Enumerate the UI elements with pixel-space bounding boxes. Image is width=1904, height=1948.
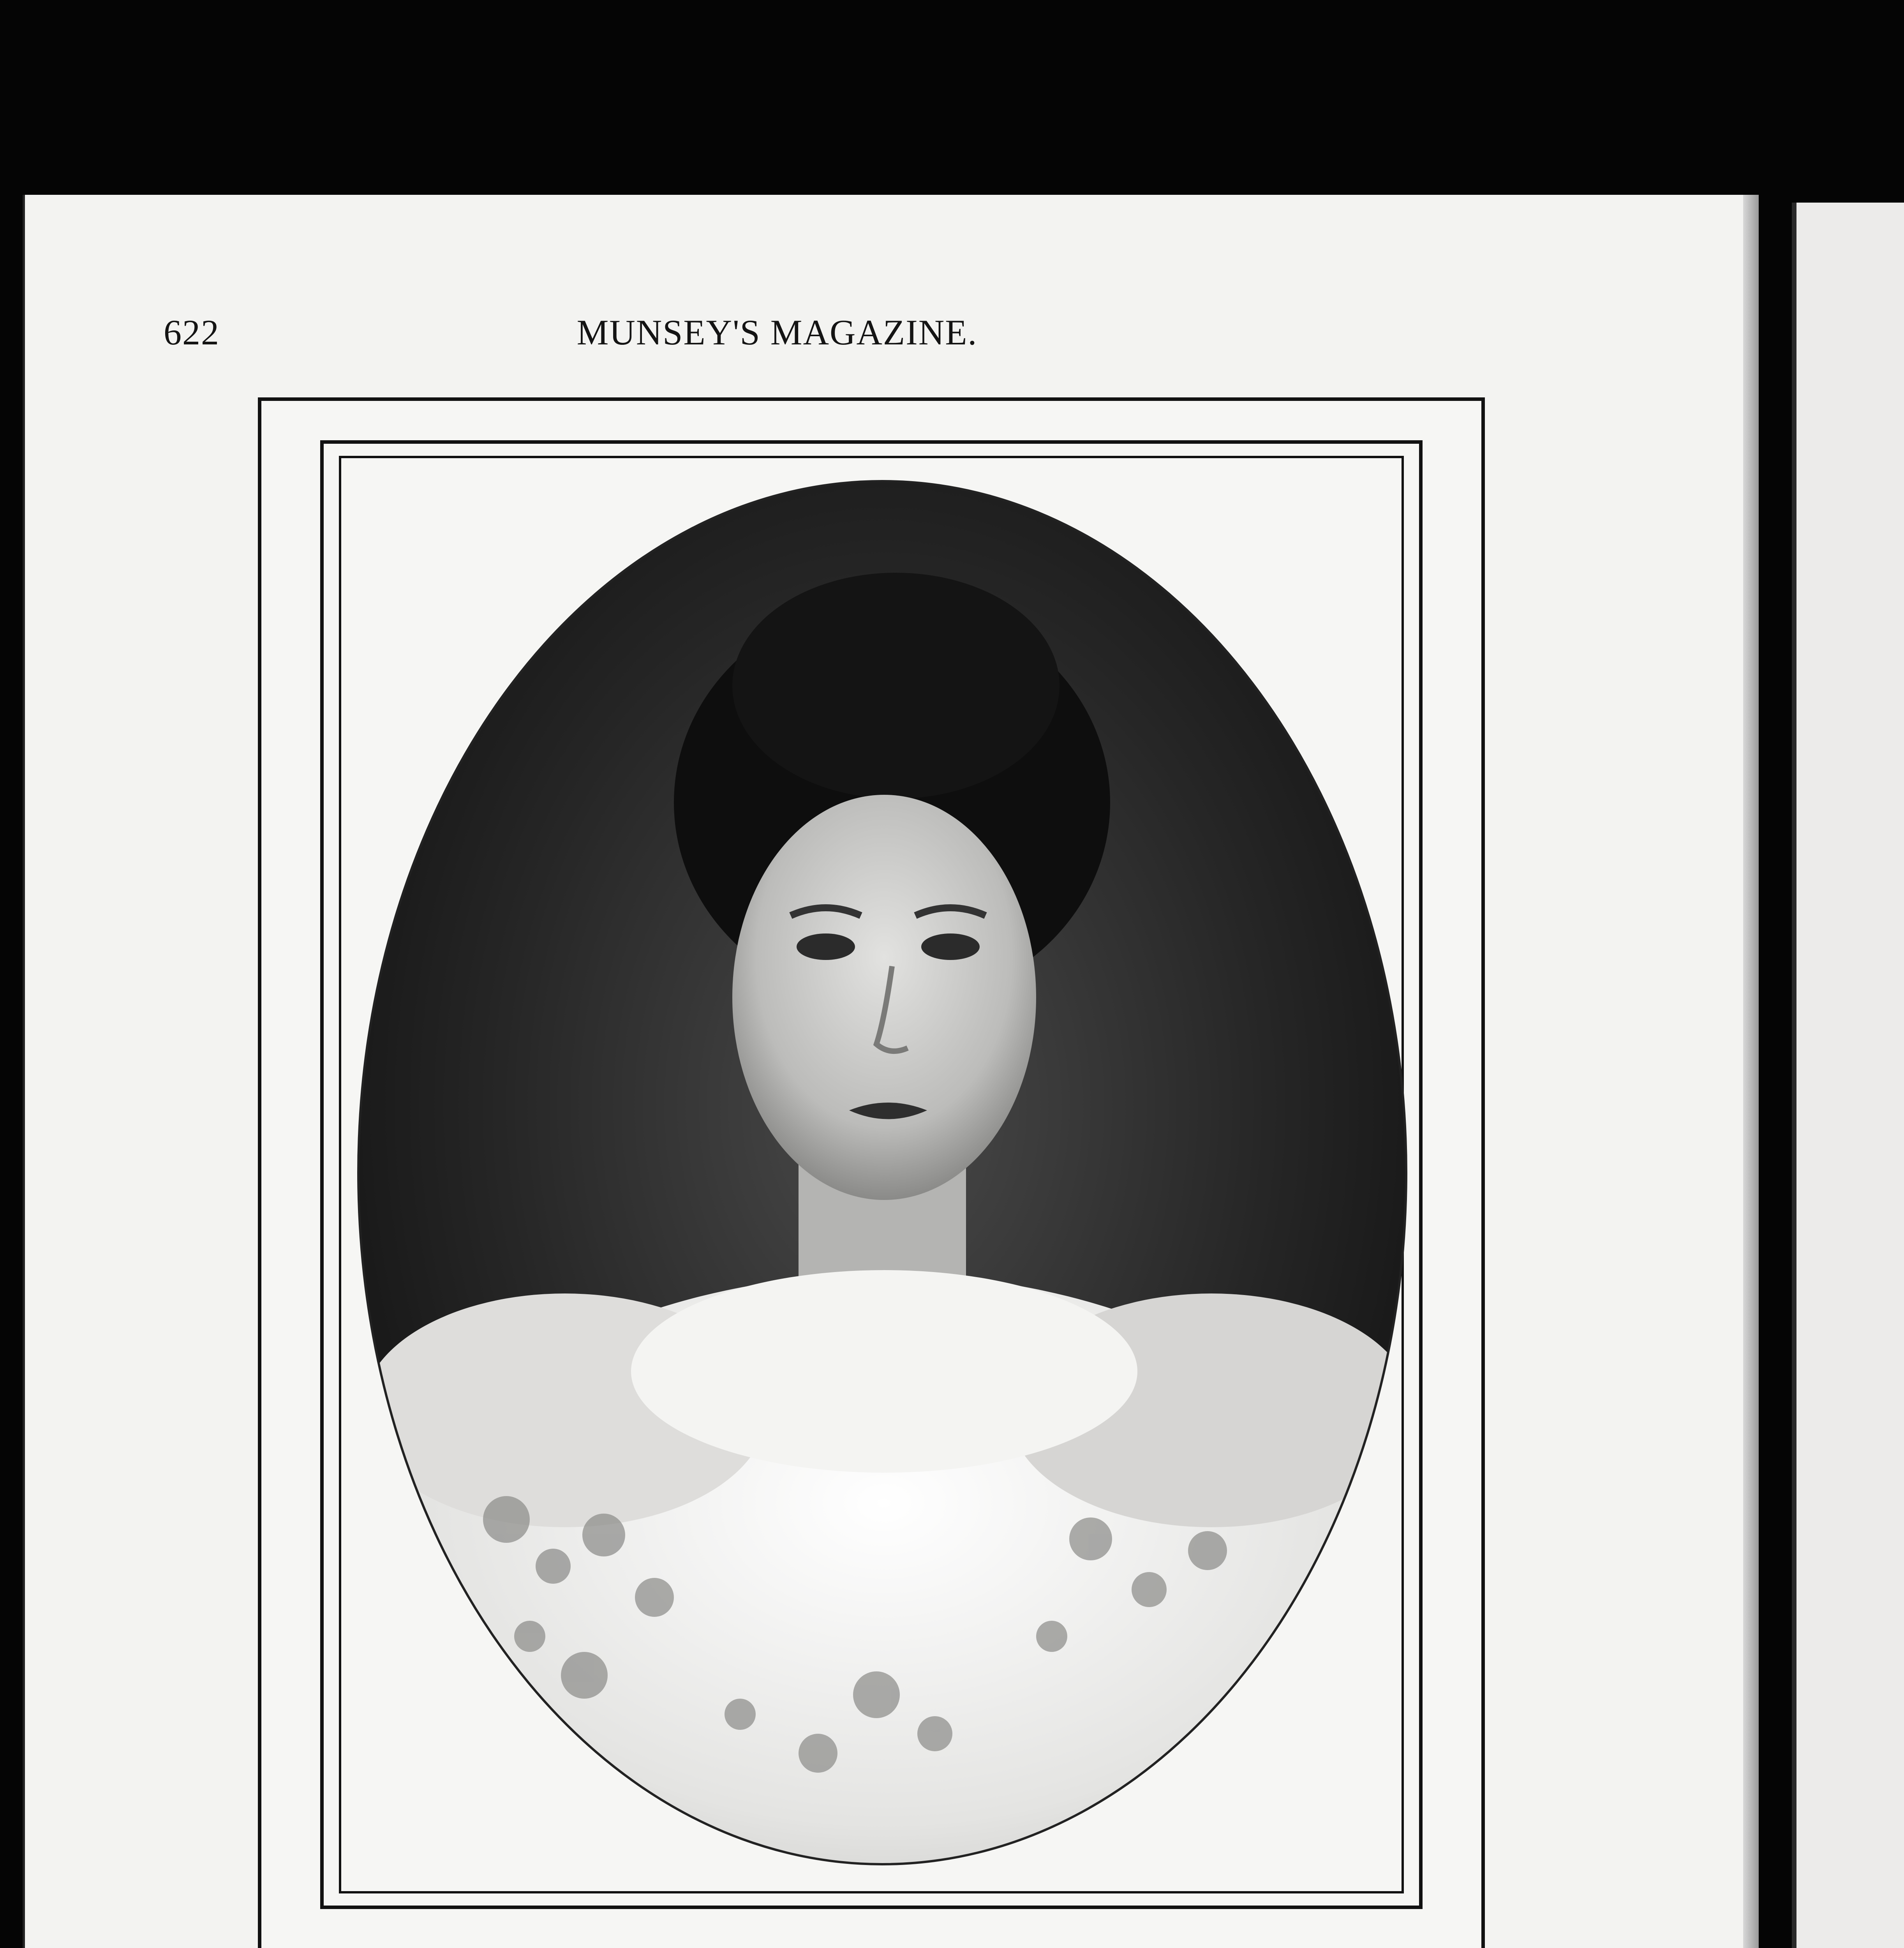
page-gutter-shadow [1743, 195, 1759, 1948]
next-page-edge [1792, 203, 1904, 1948]
photo-frame-inner [339, 456, 1404, 1893]
page-number: 622 [164, 312, 220, 352]
running-title: MUNSEY'S MAGAZINE. [576, 312, 978, 352]
